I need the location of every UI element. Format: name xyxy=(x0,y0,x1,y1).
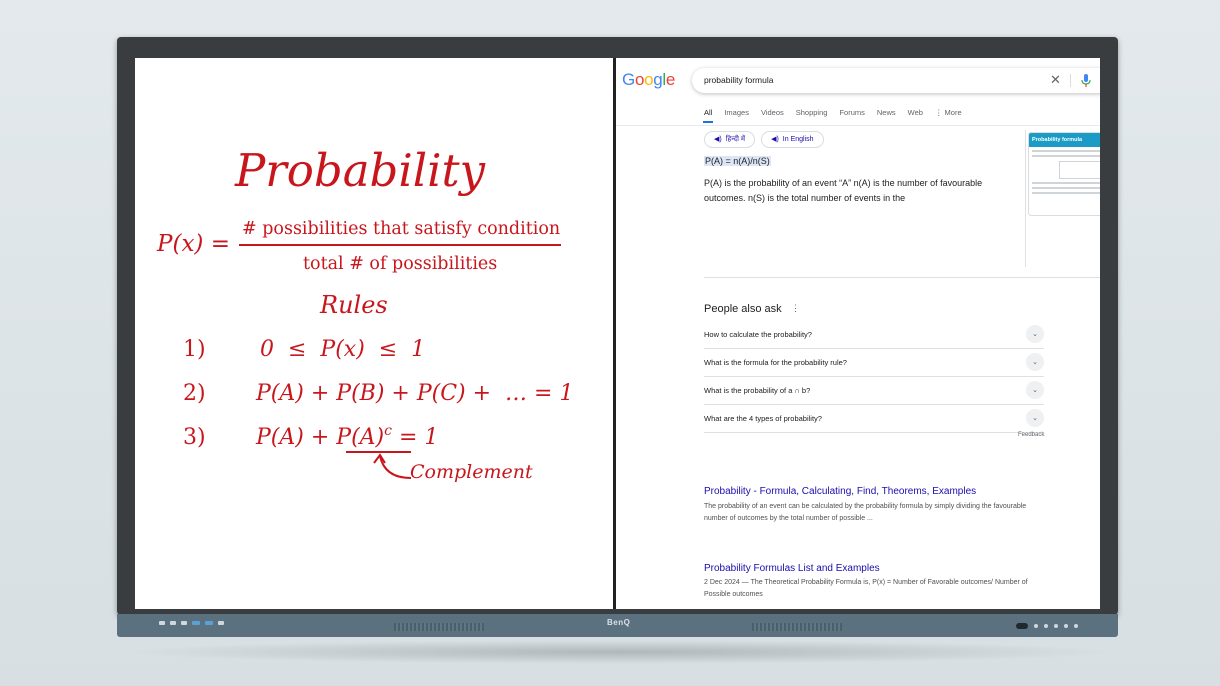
chevron-down-icon[interactable]: ⌄ xyxy=(1026,381,1044,399)
result-snippet: 2 Dec 2024 — The Theoretical Probability Formula is, P(x) = Number of Favorable outcomes/ Number of Possible outcomes xyxy=(704,579,1028,598)
search-separator xyxy=(1070,74,1071,87)
rule-2-number: 2) xyxy=(183,381,206,406)
result-snippet: The probability of an event can be calculated by the probability formula by simply dividing the favourable number of outcomes by the total number of possible ... xyxy=(704,503,1027,522)
search-tabs xyxy=(704,108,962,123)
formula-lhs: P(x) = xyxy=(157,231,230,257)
tab-web[interactable]: Web xyxy=(907,108,923,117)
paa-question[interactable]: What is the probability of a ∩ b? ⌄ xyxy=(704,377,1044,405)
usb-port xyxy=(205,621,213,625)
rules-heading: Rules xyxy=(320,291,388,319)
port xyxy=(218,621,224,625)
chevron-down-icon[interactable]: ⌄ xyxy=(1026,353,1044,371)
power-button[interactable] xyxy=(1016,623,1028,629)
formula-denominator: total # of possibilities xyxy=(303,254,498,274)
tab-forums[interactable]: Forums xyxy=(839,108,865,117)
tab-shopping[interactable]: Shopping xyxy=(795,108,828,117)
display-screen xyxy=(135,58,1100,609)
card-thumbnail xyxy=(1028,132,1100,216)
browser-pane[interactable] xyxy=(616,58,1100,609)
speaker-grille xyxy=(394,623,484,631)
monitor-shadow xyxy=(125,640,1115,664)
rule-3-expression: $P(A) + P(A)^c = 1$ xyxy=(256,423,439,450)
tabs-divider xyxy=(616,125,1100,126)
control-button[interactable] xyxy=(1064,624,1068,628)
language-chips xyxy=(704,131,824,148)
brand-logo: BenQ xyxy=(607,618,631,627)
control-button[interactable] xyxy=(1054,624,1058,628)
search-box[interactable] xyxy=(692,68,1100,93)
card-formula-box xyxy=(1059,161,1100,179)
usb-port xyxy=(192,621,200,625)
port xyxy=(181,621,187,625)
front-ports xyxy=(159,621,224,625)
tab-images[interactable]: Images xyxy=(724,108,749,117)
featured-image-card[interactable] xyxy=(1025,130,1100,267)
tab-more[interactable]: ⋮ More xyxy=(934,108,962,117)
mic-icon[interactable] xyxy=(1080,73,1092,88)
display-bottom-panel xyxy=(117,614,1118,637)
complement-arrowhead xyxy=(374,455,385,463)
port xyxy=(170,621,176,625)
more-options-icon[interactable]: ⋮ xyxy=(791,303,800,313)
chevron-down-icon[interactable]: ⌄ xyxy=(1026,409,1044,427)
section-divider xyxy=(704,277,1100,278)
chip-hindi[interactable]: ◀) हिन्दी में xyxy=(704,131,755,148)
card-text-line xyxy=(1032,187,1100,189)
formula-numerator: # possibilities that satisfy condition xyxy=(242,219,561,239)
complement-underline xyxy=(346,451,411,453)
control-button[interactable] xyxy=(1044,624,1048,628)
google-logo[interactable]: Google xyxy=(622,70,676,89)
rule-1-number: 1) xyxy=(183,337,206,362)
port xyxy=(159,621,165,625)
chip-english[interactable]: ◀) In English xyxy=(761,131,823,148)
rule-3-number: 3) xyxy=(183,425,206,450)
whiteboard-canvas[interactable] xyxy=(135,58,613,609)
paa-question[interactable]: What is the formula for the probability rule? ⌄ xyxy=(704,349,1044,377)
tab-videos[interactable]: Videos xyxy=(760,108,784,117)
card-text-line xyxy=(1032,192,1100,194)
front-buttons xyxy=(1016,623,1078,629)
people-also-ask-title: People also ask xyxy=(704,303,782,315)
rule-1-expression: 0 ≤ P(x) ≤ 1 xyxy=(260,337,426,362)
tab-news[interactable]: News xyxy=(876,108,896,117)
search-input[interactable]: probability formula xyxy=(704,75,774,85)
complement-arrow xyxy=(380,456,411,478)
control-button[interactable] xyxy=(1034,624,1038,628)
speaker-icon: ◀) xyxy=(714,136,722,143)
featured-snippet-title: P(A) = n(A)/n(S) xyxy=(705,156,770,166)
rule-2-expression: P(A) + P(B) + P(C) + … = 1 xyxy=(256,381,574,406)
feedback-link[interactable]: Feedback xyxy=(1018,432,1045,438)
close-icon[interactable]: ✕ xyxy=(1050,72,1061,87)
speaker-icon: ◀) xyxy=(771,136,779,143)
card-text-line xyxy=(1032,182,1100,184)
speaker-grille xyxy=(752,623,842,631)
card-text-line xyxy=(1032,150,1100,152)
control-button[interactable] xyxy=(1074,624,1078,628)
complement-label: Complement xyxy=(410,461,533,483)
paa-question[interactable]: What are the 4 types of probability? ⌄ xyxy=(704,405,1044,433)
whiteboard-title: Probability xyxy=(235,144,486,197)
card-title: Probability formula xyxy=(1029,133,1100,147)
card-text-line xyxy=(1032,155,1100,157)
chevron-down-icon[interactable]: ⌄ xyxy=(1026,325,1044,343)
result-title-link[interactable]: Probability Formulas List and Examples xyxy=(704,563,880,574)
fraction-bar xyxy=(239,244,561,246)
featured-snippet-description: P(A) is the probability of an event “A” n(A) is the number of favourable outcomes. n(S) is the total number of events in the xyxy=(704,178,983,203)
tab-all[interactable]: All xyxy=(704,108,712,123)
paa-question[interactable]: How to calculate the probability? ⌄ xyxy=(704,321,1044,349)
result-title-link[interactable]: Probability - Formula, Calculating, Find, Theorems, Examples xyxy=(704,486,977,497)
whiteboard-pane[interactable] xyxy=(135,58,613,609)
google-header xyxy=(616,58,1100,128)
